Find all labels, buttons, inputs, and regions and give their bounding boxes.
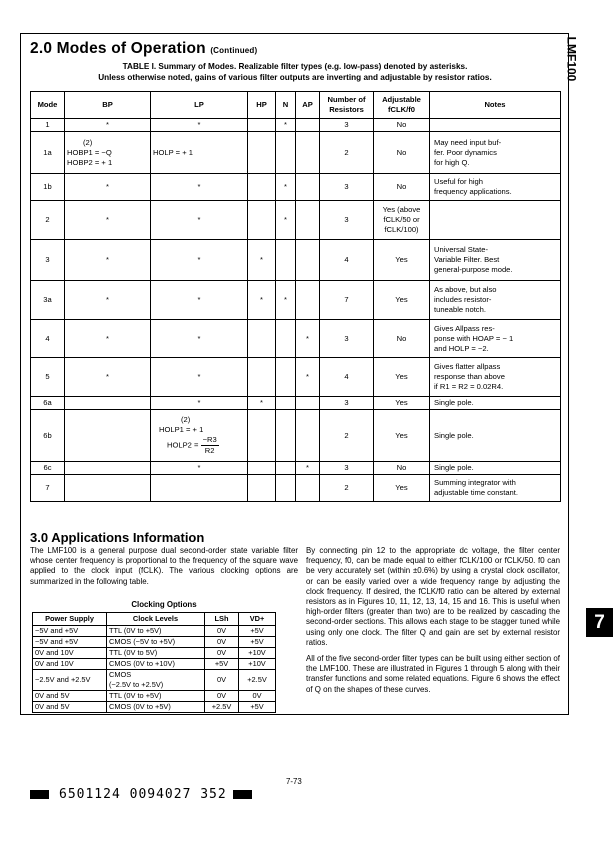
table-cell bbox=[296, 410, 320, 462]
table-caption bbox=[30, 61, 560, 83]
col-hp: HP bbox=[248, 92, 276, 119]
table-cell: 0V bbox=[205, 626, 239, 637]
table-cell: 4 bbox=[320, 240, 374, 281]
table-cell: Yes bbox=[374, 397, 430, 410]
table-cell: 0V bbox=[205, 648, 239, 659]
table-row bbox=[31, 132, 561, 174]
table-cell: CMOS (−2.5V to +2.5V) bbox=[107, 670, 205, 691]
table-cell: * bbox=[65, 240, 151, 281]
table-cell bbox=[296, 281, 320, 320]
table-cell: May need input buf- fer. Poor dynamics for high Q. bbox=[430, 132, 561, 174]
table-cell bbox=[248, 410, 276, 462]
table-cell: * bbox=[248, 240, 276, 281]
table-cell bbox=[296, 132, 320, 174]
table-cell: * bbox=[65, 174, 151, 201]
table-row bbox=[31, 281, 561, 320]
table-cell bbox=[65, 410, 151, 462]
table-cell: 0V bbox=[205, 637, 239, 648]
table-cell: * bbox=[65, 358, 151, 397]
table-cell: * bbox=[276, 281, 296, 320]
table-cell: Universal State- Variable Filter. Best general-purpose mode. bbox=[430, 240, 561, 281]
table-row bbox=[31, 462, 561, 475]
table-cell: 3 bbox=[320, 201, 374, 240]
table-cell: (2) HOLP1 = + 1 HOLP2 = $\frac{-R3}{R2}$ bbox=[151, 410, 248, 462]
col-mode: Mode bbox=[31, 92, 65, 119]
applications-intro: The LMF100 is a general purpose dual second-order state variable filter whose center frequency is proportional to the frequency of the square wave applied to the clock input (fCLK). The various clocking options are summarized in the following table. bbox=[30, 546, 298, 586]
table-cell: * bbox=[151, 201, 248, 240]
table-cell: +2.5V bbox=[239, 670, 276, 691]
table-cell: −2.5V and +2.5V bbox=[33, 670, 107, 691]
table-cell bbox=[248, 462, 276, 475]
applications-para-1: By connecting pin 12 to the appropriate dc voltage, the filter center frequency, f0, can be made equal to either fCLK/100 or fCLK/50. f0 can be very accurately set (within ±0.6%) by using a crystal clock oscillator, or can be easily varied over a wide frequency range by adjusting the clock frequency. If desired, the fCLK/f0 ratio can be altered by external resistors as in Figures 10, 11, 12, 13, 14, 15 and 16. This is useful when high-order filters (greater than two) are to be realized by cascading the second-order sections. This allows each stage to be stagger tuned while using only one clock. The filter Q and gain are set by external resistor ratios. bbox=[306, 546, 560, 647]
table-cell: No bbox=[374, 132, 430, 174]
table-cell bbox=[276, 475, 296, 502]
table-cell bbox=[296, 240, 320, 281]
table-cell bbox=[296, 201, 320, 240]
applications-right-column bbox=[306, 546, 560, 695]
table-cell: 2 bbox=[320, 475, 374, 502]
table-cell bbox=[65, 462, 151, 475]
col-vd: VD+ bbox=[239, 613, 276, 626]
barcode bbox=[30, 788, 252, 800]
col-lsh: LSh bbox=[205, 613, 239, 626]
table-cell: 3 bbox=[320, 462, 374, 475]
continued-label: (Continued) bbox=[210, 46, 258, 55]
table-cell: No bbox=[374, 320, 430, 358]
table-cell: * bbox=[151, 462, 248, 475]
table-cell bbox=[248, 320, 276, 358]
table-row bbox=[31, 358, 561, 397]
table-cell: Summing integrator with adjustable time constant. bbox=[430, 475, 561, 502]
table-cell bbox=[248, 119, 276, 132]
table-cell: 1 bbox=[31, 119, 65, 132]
table-cell bbox=[65, 475, 151, 502]
table-cell bbox=[248, 475, 276, 502]
table-cell bbox=[276, 410, 296, 462]
table-cell: 0V bbox=[239, 691, 276, 702]
table-cell bbox=[276, 132, 296, 174]
table-cell: Yes bbox=[374, 358, 430, 397]
table-cell: * bbox=[151, 358, 248, 397]
table-cell: CMOS (−5V to +5V) bbox=[107, 637, 205, 648]
table-cell bbox=[248, 132, 276, 174]
table-cell bbox=[248, 201, 276, 240]
table-cell: 2 bbox=[320, 132, 374, 174]
barcode-block-right bbox=[233, 790, 252, 799]
table-cell: * bbox=[65, 281, 151, 320]
col-notes: Notes bbox=[430, 92, 561, 119]
table-cell: * bbox=[276, 174, 296, 201]
col-resistors: Number of Resistors bbox=[320, 92, 374, 119]
table-cell bbox=[430, 119, 561, 132]
table-cell: +5V bbox=[239, 702, 276, 713]
table-cell: * bbox=[151, 174, 248, 201]
applications-title: 3.0 Applications Information bbox=[30, 530, 205, 545]
table-cell: 6c bbox=[31, 462, 65, 475]
table-cell bbox=[276, 462, 296, 475]
table-cell: 0V and 5V bbox=[33, 702, 107, 713]
applications-left-column bbox=[30, 546, 298, 587]
page-number: 7-73 bbox=[286, 777, 302, 786]
table-cell: * bbox=[151, 240, 248, 281]
col-ap: AP bbox=[296, 92, 320, 119]
table-cell: −5V and +5V bbox=[33, 626, 107, 637]
table-cell bbox=[276, 397, 296, 410]
table-cell: Yes bbox=[374, 240, 430, 281]
table-cell: Single pole. bbox=[430, 410, 561, 462]
applications-para-2: All of the five second-order filter types can be built using either section of the LMF100. These are illustrated in Figures 1 through 5 along with their transfer functions and some related equations. Figure 6 shows the effect of Q on the shapes of these curves. bbox=[306, 654, 560, 694]
table-row bbox=[33, 691, 276, 702]
table-cell: Yes bbox=[374, 475, 430, 502]
table-cell bbox=[276, 240, 296, 281]
table-row bbox=[31, 174, 561, 201]
col-clock-levels: Clock Levels bbox=[107, 613, 205, 626]
table-cell: HOLP = + 1 bbox=[151, 132, 248, 174]
table-cell: 0V and 10V bbox=[33, 648, 107, 659]
table-cell: 4 bbox=[320, 358, 374, 397]
section-tab-marker: 7 bbox=[586, 608, 613, 637]
table-cell: * bbox=[276, 119, 296, 132]
caption-line-2: Unless otherwise noted, gains of various filter outputs are inverting and adjustable by resistor ratios. bbox=[98, 73, 492, 82]
table-cell: 7 bbox=[31, 475, 65, 502]
table-cell bbox=[65, 397, 151, 410]
barcode-block-left bbox=[30, 790, 49, 799]
table-row bbox=[31, 397, 561, 410]
table-row bbox=[31, 119, 561, 132]
table-cell: * bbox=[151, 119, 248, 132]
table-row bbox=[33, 626, 276, 637]
table-cell: 3 bbox=[320, 174, 374, 201]
table-cell: 7 bbox=[320, 281, 374, 320]
side-label: LMF100 bbox=[564, 36, 579, 82]
table-cell bbox=[296, 174, 320, 201]
col-bp: BP bbox=[65, 92, 151, 119]
table-cell: 3 bbox=[320, 119, 374, 132]
table-row bbox=[31, 320, 561, 358]
table-cell bbox=[296, 119, 320, 132]
table-cell: Yes (above fCLK/50 or fCLK/100) bbox=[374, 201, 430, 240]
table-cell: 0V and 5V bbox=[33, 691, 107, 702]
table-row bbox=[31, 475, 561, 502]
table-cell bbox=[296, 475, 320, 502]
table-cell: 5 bbox=[31, 358, 65, 397]
barcode-digits: 6501124 0094027 352 bbox=[59, 786, 227, 802]
table-cell: * bbox=[248, 281, 276, 320]
caption-line-1: TABLE I. Summary of Modes. Realizable filter types (e.g. low-pass) denoted by asterisks. bbox=[122, 62, 468, 71]
col-lp: LP bbox=[151, 92, 248, 119]
table-cell: 2 bbox=[320, 410, 374, 462]
modes-header-row bbox=[31, 92, 561, 119]
table-cell: No bbox=[374, 174, 430, 201]
table-cell: * bbox=[65, 320, 151, 358]
clocking-header-row bbox=[33, 613, 276, 626]
table-cell: TTL (0V to +5V) bbox=[107, 691, 205, 702]
table-cell: * bbox=[65, 119, 151, 132]
modes-table bbox=[30, 91, 561, 502]
table-row bbox=[31, 410, 561, 462]
table-cell: CMOS (0V to +5V) bbox=[107, 702, 205, 713]
table-cell: Yes bbox=[374, 410, 430, 462]
table-cell: 6a bbox=[31, 397, 65, 410]
table-cell: TTL (0V to +5V) bbox=[107, 626, 205, 637]
table-cell: 0V and 10V bbox=[33, 659, 107, 670]
table-cell bbox=[248, 174, 276, 201]
table-row bbox=[31, 240, 561, 281]
table-cell: CMOS (0V to +10V) bbox=[107, 659, 205, 670]
table-cell: * bbox=[65, 201, 151, 240]
table-cell: 3 bbox=[320, 320, 374, 358]
table-cell bbox=[296, 397, 320, 410]
table-cell: Single pole. bbox=[430, 462, 561, 475]
table-cell: As above, but also includes resistor- tuneable notch. bbox=[430, 281, 561, 320]
col-n: N bbox=[276, 92, 296, 119]
table-cell: * bbox=[296, 462, 320, 475]
table-cell: +10V bbox=[239, 659, 276, 670]
table-cell: Yes bbox=[374, 281, 430, 320]
table-cell: 0V bbox=[205, 691, 239, 702]
table-row bbox=[33, 702, 276, 713]
table-cell: 1b bbox=[31, 174, 65, 201]
table-cell bbox=[276, 320, 296, 358]
table-row bbox=[33, 637, 276, 648]
table-row bbox=[33, 648, 276, 659]
table-cell: Gives flatter allpass response than above if R1 = R2 = 0.02R4. bbox=[430, 358, 561, 397]
table-cell: +5V bbox=[239, 626, 276, 637]
section-title: 2.0 Modes of Operation (Continued) bbox=[30, 40, 258, 57]
table-cell: Single pole. bbox=[430, 397, 561, 410]
table-cell: +10V bbox=[239, 648, 276, 659]
table-cell bbox=[430, 201, 561, 240]
table-row bbox=[33, 659, 276, 670]
table-cell: * bbox=[151, 397, 248, 410]
table-cell bbox=[248, 358, 276, 397]
table-cell: * bbox=[276, 201, 296, 240]
table-cell: * bbox=[151, 281, 248, 320]
table-cell: 1a bbox=[31, 132, 65, 174]
table-row bbox=[33, 670, 276, 691]
table-cell: * bbox=[296, 320, 320, 358]
table-cell: No bbox=[374, 462, 430, 475]
clocking-options-caption: Clocking Options bbox=[131, 600, 197, 609]
table-cell: +2.5V bbox=[205, 702, 239, 713]
table-cell: TTL (0V to 5V) bbox=[107, 648, 205, 659]
table-cell bbox=[276, 358, 296, 397]
table-cell: (2) HOBP1 = −Q HOBP2 = + 1 bbox=[65, 132, 151, 174]
table-cell: 2 bbox=[31, 201, 65, 240]
table-row bbox=[31, 201, 561, 240]
table-cell: * bbox=[296, 358, 320, 397]
col-adjustable: Adjustable fCLK/f0 bbox=[374, 92, 430, 119]
table-cell: * bbox=[151, 320, 248, 358]
table-cell: No bbox=[374, 119, 430, 132]
table-cell: +5V bbox=[239, 637, 276, 648]
table-cell: 6b bbox=[31, 410, 65, 462]
clocking-options-table bbox=[32, 612, 276, 713]
table-cell: 4 bbox=[31, 320, 65, 358]
table-cell: 0V bbox=[205, 670, 239, 691]
table-cell: Useful for high frequency applications. bbox=[430, 174, 561, 201]
table-cell: 3a bbox=[31, 281, 65, 320]
table-cell: 3 bbox=[31, 240, 65, 281]
table-cell: −5V and +5V bbox=[33, 637, 107, 648]
table-cell bbox=[151, 475, 248, 502]
table-cell: +5V bbox=[205, 659, 239, 670]
col-power-supply: Power Supply bbox=[33, 613, 107, 626]
table-cell: 3 bbox=[320, 397, 374, 410]
table-cell: Gives Allpass res- ponse with HOAP = − 1 and HOLP = −2. bbox=[430, 320, 561, 358]
table-cell: * bbox=[248, 397, 276, 410]
